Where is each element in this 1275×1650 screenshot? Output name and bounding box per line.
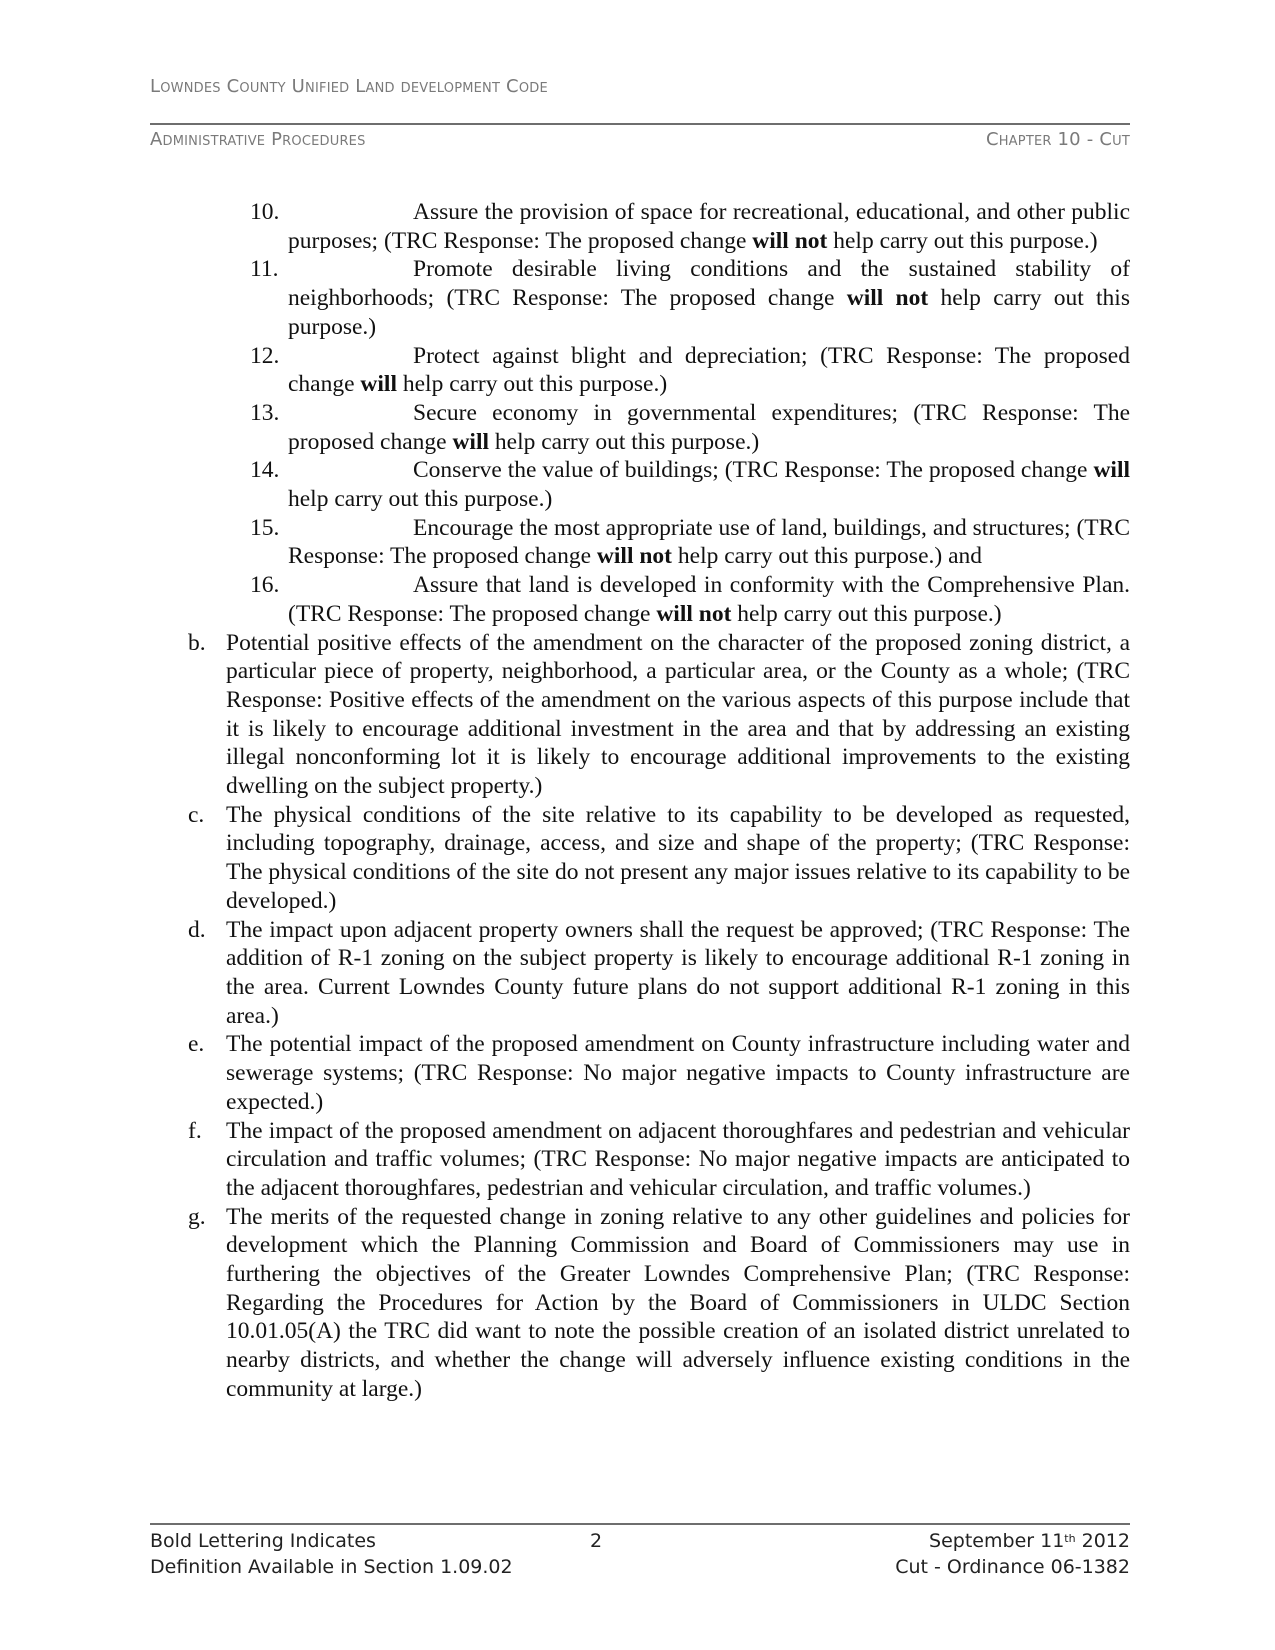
footer-ordinance: Cut - Ordinance 06-1382 (895, 1556, 1130, 1578)
footer-bold-note: Bold Lettering Indicates (150, 1530, 376, 1552)
footer-definition-note: Definition Available in Section 1.09.02 (150, 1556, 513, 1578)
item-number: 16. (250, 572, 280, 599)
footer-rule (150, 1523, 1130, 1525)
item-letter: c. (188, 801, 205, 828)
emphasis: will not (656, 600, 732, 627)
numbered-item: 10. Assure the provision of space for recreational, educational, and other public purposes; (TRC Response: The proposed change will not help carry out this purpose.) (250, 199, 1130, 254)
lettered-item: b. Potential positive effects of the amendment on the character of the proposed zoning district, a particular piece of property, neighborhood, a particular area, or the County as a whole; (TRC Response: Positive effects of the amendment on the various aspects of this purpose include that it is likely to encourage additional investment in the area and that by addressing an existing illegal nonconforming lot it is likely to encourage additional improvements to the existing dwelling on the subject property.) (188, 629, 1130, 800)
lettered-item: d. The impact upon adjacent property owners shall the request be approved; (TRC Response: The addition of R-1 zoning on the subject property is likely to encourage additional R-1 zoning in the area. Current Lowndes County future plans do not support additional R-1 zoning in this area.) (188, 916, 1130, 1029)
numbered-item: 16. Assure that land is developed in conformity with the Comprehensive Plan. (TRC Response: The proposed change will not help carry out this purpose.) (250, 572, 1130, 627)
lettered-item: f. The impact of the proposed amendment on adjacent thoroughfares and pedestrian and vehicular circulation and traffic volumes; (TRC Response: No major negative impacts are anticipated to the adjacent thoroughfares, pedestrian and vehicular circulation, and traffic volumes.) (188, 1117, 1130, 1201)
header-rule (150, 123, 1130, 125)
document-title: Lowndes County Unified Land development Code (150, 76, 548, 97)
emphasis: will (452, 428, 490, 455)
numbered-item: 15. Encourage the most appropriate use of land, buildings, and structures; (TRC Response: The proposed change will not help carry out this purpose.) and (250, 514, 1130, 570)
item-number: 12. (250, 342, 280, 369)
numbered-item: 12. Protect against blight and depreciation; (TRC Response: The proposed change will help carry out this purpose.) (250, 342, 1130, 398)
lettered-item: c. The physical conditions of the site relative to its capability to be developed as requested, including topography, drainage, access, and size and shape of the property; (TRC Response: The physical conditions of the site do not present any major issues relative to its capability to be developed.) (188, 801, 1130, 914)
item-number: 14. (250, 457, 280, 484)
item-letter: b. (188, 629, 206, 656)
chapter-label: Chapter 10 - Cut (985, 129, 1130, 150)
document-body (150, 198, 1130, 1404)
item-letter: e. (188, 1031, 205, 1058)
item-number: 13. (250, 399, 280, 426)
item-letter: d. (188, 916, 206, 943)
section-title: Administrative Procedures (150, 129, 366, 150)
lettered-item: g. The merits of the requested change in zoning relative to any other guidelines and policies for development which the Planning Commission and Board of Commissioners may use in furthering the objectives of the Greater Lowndes Comprehensive Plan; (TRC Response: Regarding the Procedures for Action by the Board of Commissioners in ULDC Section 10.01.05(A) the TRC did want to note the possible creation of an isolated district unrelated to nearby districts, and whether the change will adversely influence existing conditions in the community at large.) (188, 1203, 1130, 1402)
footer-date: September 11th 2012 (929, 1530, 1130, 1552)
item-number: 11. (250, 256, 279, 283)
footer-left (150, 1528, 513, 1580)
emphasis: will not (752, 227, 828, 254)
item-letter: f. (188, 1117, 202, 1144)
page-number: 2 (590, 1530, 603, 1552)
emphasis: will not (596, 543, 673, 570)
numbered-item: 11. Promote desirable living conditions and the sustained stability of neighborhoods; (TRC Response: The proposed change will not help carry out this purpose.) (250, 256, 1130, 340)
item-letter: g. (188, 1203, 206, 1230)
emphasis: will (1093, 457, 1130, 484)
numbered-item: 14. Conserve the value of buildings; (TRC Response: The proposed change will help carry out this purpose.) (250, 457, 1130, 513)
lettered-item: e. The potential impact of the proposed amendment on County infrastructure including water and sewerage systems; (TRC Response: No major negative impacts to County infrastructure are expected.) (188, 1031, 1130, 1115)
footer-right (895, 1528, 1130, 1580)
emphasis: will (360, 371, 397, 398)
item-number: 15. (250, 514, 280, 541)
numbered-item: 13. Secure economy in governmental expenditures; (TRC Response: The proposed change will help carry out this purpose.) (250, 399, 1130, 455)
emphasis: will not (846, 285, 929, 312)
item-number: 10. (250, 199, 280, 225)
